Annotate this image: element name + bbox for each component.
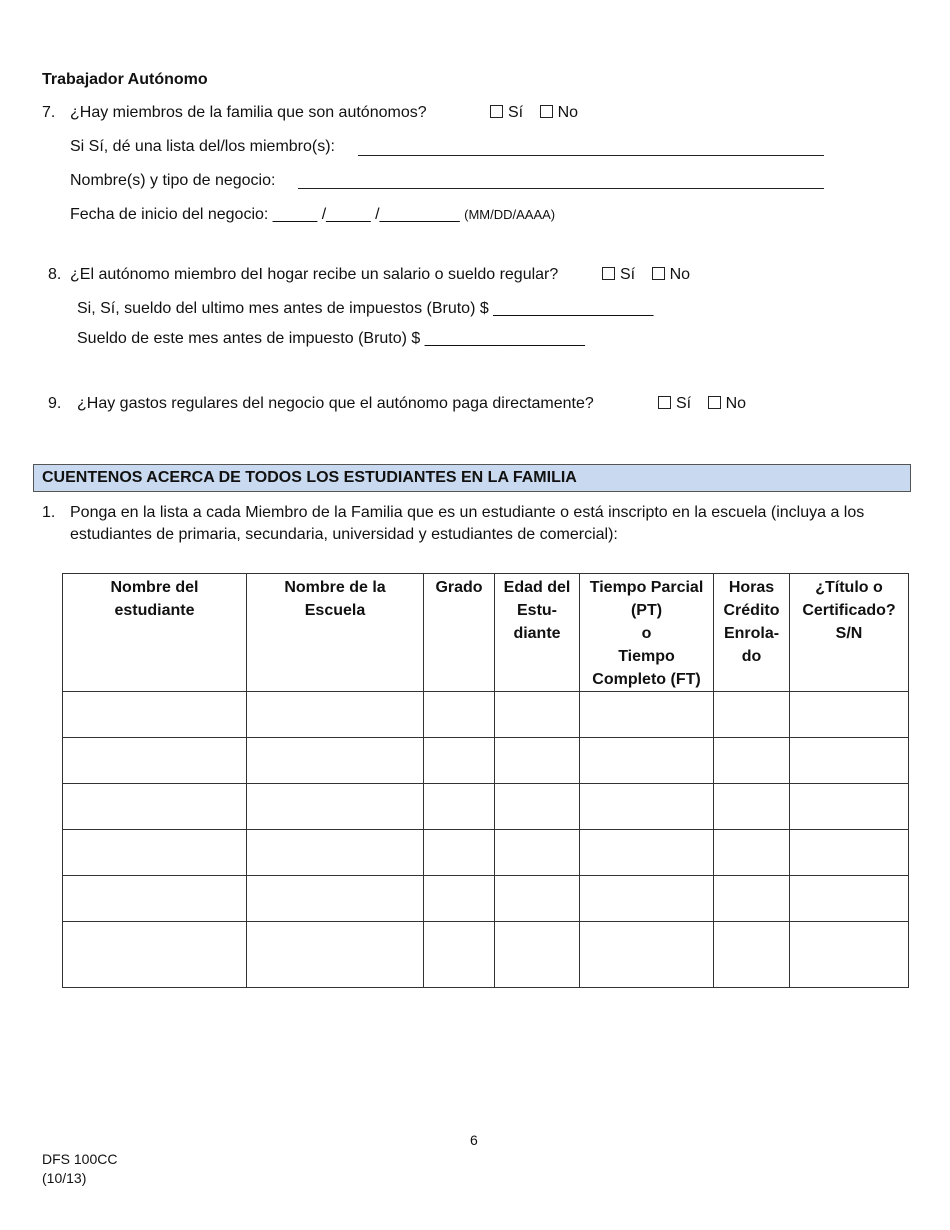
table-cell[interactable] xyxy=(247,922,424,988)
q7-text: ¿Hay miembros de la familia que son autónomos? xyxy=(70,104,427,121)
table-row xyxy=(63,738,909,784)
students-table-header-row xyxy=(63,574,909,692)
table-cell[interactable] xyxy=(580,692,714,738)
q8-last-month-field[interactable]: Si, Sí, sueldo del ultimo mes antes de impuestos (Bruto) $ __________________ xyxy=(77,300,654,317)
students-q1-line2: estudiantes de primaria, secundaria, universidad y estudiantes de comercial): xyxy=(70,526,618,543)
col-header-student-name: Nombre del estudiante xyxy=(63,574,247,692)
table-cell[interactable] xyxy=(63,876,247,922)
form-revision: (10/13) xyxy=(42,1170,87,1186)
q9-yes-checkbox[interactable] xyxy=(658,396,671,409)
table-cell[interactable] xyxy=(714,876,790,922)
table-cell[interactable] xyxy=(580,784,714,830)
q8-text: ¿El autónomo miembro deI hogar recibe un salario o sueldo regular? xyxy=(70,266,559,283)
table-cell[interactable] xyxy=(63,784,247,830)
col-header-school-name: Nombre de la Escuela xyxy=(247,574,424,692)
q7-list-label: Si Sí, dé una lista del/los miembro(s): xyxy=(70,138,335,155)
table-cell[interactable] xyxy=(424,692,495,738)
table-cell[interactable] xyxy=(790,922,909,988)
table-row xyxy=(63,692,909,738)
q8-yes-checkbox[interactable] xyxy=(602,267,615,280)
table-cell[interactable] xyxy=(247,830,424,876)
q7-no-label: No xyxy=(557,104,579,121)
q7-date-format: (MM/DD/AAAA) xyxy=(464,207,556,222)
table-cell[interactable] xyxy=(790,738,909,784)
table-cell[interactable] xyxy=(580,876,714,922)
q9-no-label: No xyxy=(725,395,747,412)
table-row xyxy=(63,876,909,922)
page-number: 6 xyxy=(470,1132,478,1148)
table-cell[interactable] xyxy=(247,876,424,922)
table-cell[interactable] xyxy=(790,830,909,876)
table-row xyxy=(63,830,909,876)
table-cell[interactable] xyxy=(495,784,580,830)
table-cell[interactable] xyxy=(790,692,909,738)
table-cell[interactable] xyxy=(495,692,580,738)
table-row xyxy=(63,922,909,988)
q7-number: 7. xyxy=(42,104,56,121)
q8-number: 8. xyxy=(48,266,62,283)
table-cell[interactable] xyxy=(247,692,424,738)
q8-no-checkbox[interactable] xyxy=(652,267,665,280)
q7-business-field[interactable] xyxy=(298,188,824,189)
table-cell[interactable] xyxy=(63,830,247,876)
table-cell[interactable] xyxy=(63,738,247,784)
q7-start-date[interactable] xyxy=(70,206,555,224)
q9-yes-label: Sí xyxy=(676,395,692,412)
q7-options xyxy=(490,104,590,122)
q7-yes-checkbox[interactable] xyxy=(490,105,503,118)
table-cell[interactable] xyxy=(247,784,424,830)
table-row xyxy=(63,784,909,830)
col-header-part-full-time: Tiempo Parcial (PT) o Tiempo Completo (FT) xyxy=(580,574,714,692)
table-cell[interactable] xyxy=(714,830,790,876)
col-header-grade: Grado xyxy=(424,574,495,692)
q7-yes-label: Sí xyxy=(508,104,524,121)
table-cell[interactable] xyxy=(424,830,495,876)
table-cell[interactable] xyxy=(580,830,714,876)
students-q1-line1: Ponga en la lista a cada Miembro de la Familia que es un estudiante o está inscripto en la escuela (incluya a los xyxy=(70,504,865,521)
table-cell[interactable] xyxy=(424,738,495,784)
q8-no-label: No xyxy=(669,266,691,283)
table-cell[interactable] xyxy=(424,876,495,922)
table-cell[interactable] xyxy=(247,738,424,784)
table-cell[interactable] xyxy=(424,922,495,988)
col-header-student-age: Edad del Estu- diante xyxy=(495,574,580,692)
table-cell[interactable] xyxy=(714,692,790,738)
table-cell[interactable] xyxy=(424,784,495,830)
q8-options xyxy=(602,266,702,284)
self-employed-heading: Trabajador Autónomo xyxy=(42,71,208,88)
table-cell[interactable] xyxy=(714,922,790,988)
q8-this-month-field[interactable]: Sueldo de este mes antes de impuesto (Bruto) $ __________________ xyxy=(77,330,585,347)
table-cell[interactable] xyxy=(580,922,714,988)
table-cell[interactable] xyxy=(495,830,580,876)
q9-no-checkbox[interactable] xyxy=(708,396,721,409)
students-q1-number: 1. xyxy=(42,504,56,521)
table-cell[interactable] xyxy=(790,784,909,830)
q9-options xyxy=(658,395,758,413)
table-cell[interactable] xyxy=(790,876,909,922)
students-table xyxy=(62,573,909,988)
q7-no-checkbox[interactable] xyxy=(540,105,553,118)
table-cell[interactable] xyxy=(714,738,790,784)
table-cell[interactable] xyxy=(495,922,580,988)
col-header-credit-hours: Horas Crédito Enrola- do xyxy=(714,574,790,692)
table-cell[interactable] xyxy=(714,784,790,830)
table-cell[interactable] xyxy=(495,876,580,922)
students-section-title: CUENTENOS ACERCA DE TODOS LOS ESTUDIANTES EN LA FAMILIA xyxy=(42,469,577,486)
table-cell[interactable] xyxy=(580,738,714,784)
table-cell[interactable] xyxy=(63,692,247,738)
q7-start-date-label: Fecha de inicio del negocio: _____ /_____ /_________ xyxy=(70,206,460,223)
q7-members-field[interactable] xyxy=(358,155,824,156)
col-header-degree: ¿Título o Certificado? S/N xyxy=(790,574,909,692)
students-section-header xyxy=(33,464,911,492)
table-cell[interactable] xyxy=(63,922,247,988)
form-id: DFS 100CC xyxy=(42,1151,118,1167)
q9-text: ¿Hay gastos regulares del negocio que el autónomo paga directamente? xyxy=(77,395,594,412)
q9-number: 9. xyxy=(48,395,62,412)
q7-business-label: Nombre(s) y tipo de negocio: xyxy=(70,172,276,189)
table-cell[interactable] xyxy=(495,738,580,784)
q8-yes-label: Sí xyxy=(620,266,636,283)
